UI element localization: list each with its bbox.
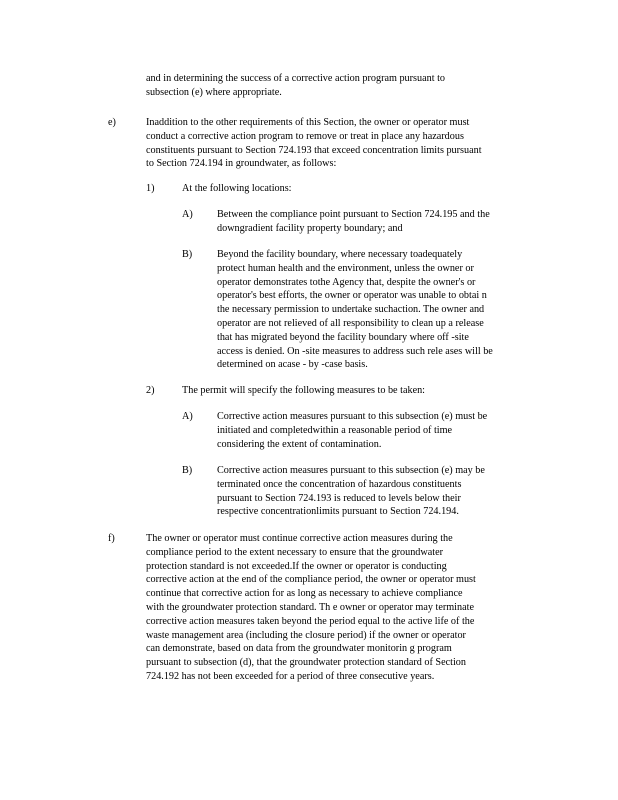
item-1b-label: B) xyxy=(182,249,193,260)
text-line: compliance period to the extent necessary to ensure that the groundwater xyxy=(146,546,444,558)
text-line: pursuant to subsection (d), that the groundwater protection standard of Section xyxy=(146,657,466,669)
text-line: determined on acase - by -case basis. xyxy=(217,359,368,371)
text-line: Corrective action measures pursuant to this subsection (e) must be xyxy=(217,411,488,422)
intro-paragraph xyxy=(146,72,445,100)
text-line: 724.192 has not been exceeded for a period of three consecutive years. xyxy=(146,670,435,682)
item-1a-label: A) xyxy=(182,209,193,220)
text-line: operator are not relieved of all responsibility to clean up a release xyxy=(217,317,484,329)
item-2a-text xyxy=(217,410,487,451)
text-line: The permit will specify the following measures to be taken: xyxy=(182,385,426,396)
item-2a-label: A) xyxy=(182,411,193,422)
text-line: pursuant to Section 724.193 is reduced to levels below their xyxy=(217,492,461,504)
text-line: downgradient facility property boundary; and xyxy=(217,222,403,234)
text-line: and in determining the success of a corrective action program pursuant to xyxy=(146,73,446,84)
section-e-paragraph xyxy=(146,116,482,171)
text-line: respective concentrationlimits pursuant to Section 724.194. xyxy=(217,506,459,518)
text-line: The owner or operator must continue corrective action measures during the xyxy=(146,533,453,544)
text-line: the necessary permission to undertake suchaction. The owner and xyxy=(217,304,485,316)
text-line: protection standard is not exceeded.If the owner or operator is conducting xyxy=(146,560,447,572)
text-line: to Section 724.194 in groundwater, as follows: xyxy=(146,158,337,170)
item-2-text xyxy=(182,384,425,398)
text-line: subsection (e) where appropriate. xyxy=(146,86,282,98)
text-line: terminated once the concentration of hazardous constituents xyxy=(217,478,462,490)
text-line: operator demonstrates tothe Agency that, despite the owner's or xyxy=(217,276,476,288)
text-line: conduct a corrective action program to remove or treat in place any hazardous xyxy=(146,130,464,142)
text-line: At the following locations: xyxy=(182,183,292,194)
item-1-label: 1) xyxy=(146,183,155,194)
text-line: considering the extent of contamination. xyxy=(217,438,382,450)
section-f-paragraph xyxy=(146,532,476,684)
text-line: can demonstrate, based on data from the groundwater monitorin g program xyxy=(146,643,452,655)
text-line: access is denied. On -site measures to address such rele ases will be xyxy=(217,345,493,357)
text-line: waste management area (including the closure period) if the owner or operator xyxy=(146,629,466,641)
text-line: Between the compliance point pursuant to Section 724.195 and the xyxy=(217,209,490,220)
section-e-label: e) xyxy=(108,117,116,128)
item-1-text xyxy=(182,182,292,196)
text-line: Beyond the facility boundary, where necessary toadequately xyxy=(217,249,463,260)
item-2-label: 2) xyxy=(146,385,155,396)
section-f-label: f) xyxy=(108,533,115,544)
text-line: with the groundwater protection standard. Th e owner or operator may terminate xyxy=(146,601,474,613)
text-line: constituents pursuant to Section 724.193 that exceed concentration limits pursuant xyxy=(146,144,482,156)
item-2b-label: B) xyxy=(182,465,193,476)
text-line: Inaddition to the other requirements of this Section, the owner or operator must xyxy=(146,117,470,128)
text-line: protect human health and the environment, unless the owner or xyxy=(217,262,474,274)
item-1b-text xyxy=(217,248,493,372)
item-1a-text xyxy=(217,208,490,236)
text-line: initiated and completedwithin a reasonable period of time xyxy=(217,424,453,436)
text-line: operator's best efforts, the owner or operator was unable to obtai n xyxy=(217,290,487,302)
text-line: Corrective action measures pursuant to this subsection (e) may be xyxy=(217,465,485,476)
text-line: that has migrated beyond the facility boundary where off -site xyxy=(217,331,469,343)
text-line: continue that corrective action for as long as necessary to achieve compliance xyxy=(146,588,463,600)
item-2b-text xyxy=(217,464,485,519)
text-line: corrective action at the end of the compliance period, the owner or operator must xyxy=(146,574,476,586)
text-line: corrective action measures taken beyond the period equal to the active life of the xyxy=(146,615,475,627)
